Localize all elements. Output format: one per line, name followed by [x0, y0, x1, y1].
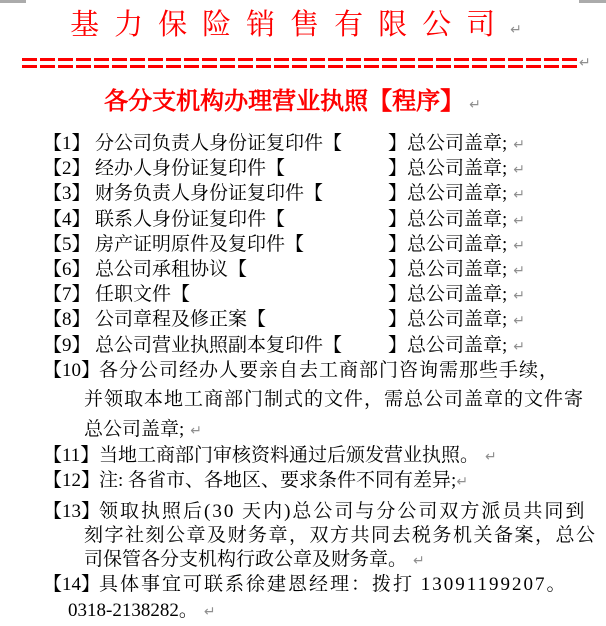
company-name-title: [0, 7, 592, 48]
item-text: 房产证明原件及复印件【: [95, 234, 305, 255]
item-stamp-note: 】总公司盖章;: [387, 133, 508, 154]
item-text: 并领取本地工商部门制式的文件，需总公司盖章的文件寄: [84, 389, 585, 410]
item-text: 任职文件【: [95, 284, 191, 305]
item-number: 【6】: [43, 259, 91, 280]
item-number: 【9】: [43, 335, 91, 356]
item-number: 【12】: [43, 470, 101, 491]
item-number: 【7】: [43, 284, 91, 305]
line-break-mark: ↵: [190, 423, 203, 439]
line-break-mark: ↵: [469, 97, 481, 113]
item-number: 【14】: [43, 574, 101, 595]
item-stamp-note: 】总公司盖章;: [387, 259, 508, 280]
line-break-mark: ↵: [579, 55, 591, 71]
company-name-text: 基力保险销售有限公司: [70, 9, 511, 41]
line-break-mark: ↵: [513, 288, 525, 304]
item-stamp-note: 】总公司盖章;: [387, 183, 508, 204]
line-break-mark: ↵: [513, 137, 525, 153]
line-break-mark: ↵: [485, 449, 497, 465]
item-13-line-3: [84, 547, 425, 572]
item-stamp-note: 】总公司盖章;: [387, 335, 508, 356]
line-break-mark: ↵: [513, 263, 525, 279]
item-3: [43, 181, 525, 206]
item-8: [43, 307, 525, 332]
item-6: [43, 257, 525, 282]
procedure-heading-text: 各分支机构办理营业执照【程序】: [104, 89, 465, 115]
item-stamp-note: 】总公司盖章;: [387, 234, 508, 255]
item-13-line-2: [84, 523, 597, 548]
item-contact-text: 具体事宜可联系徐建恩经理：拨打 13091199207。: [99, 574, 568, 595]
item-stamp-note: 】总公司盖章;: [387, 158, 508, 179]
item-text: 总公司盖章;: [84, 419, 185, 440]
item-stamp-note: 】总公司盖章;: [387, 284, 508, 305]
item-number: 【2】: [43, 158, 91, 179]
item-10: [43, 358, 559, 383]
item-14-line-2: [68, 598, 216, 623]
item-4: [43, 207, 525, 232]
line-break-mark: ↵: [510, 22, 522, 38]
item-number: 【11】: [43, 445, 100, 466]
item-number: 【13】: [43, 501, 101, 522]
line-break-mark: ↵: [513, 162, 525, 178]
item-5: [43, 232, 525, 257]
item-12: [43, 468, 468, 493]
item-text: 总公司营业执照副本复印件【: [95, 335, 343, 356]
item-text: 经办人身份证复印件【: [95, 158, 286, 179]
item-1: [43, 131, 525, 156]
item-number: 【10】: [43, 360, 101, 381]
separator-bar-bottom: [22, 65, 578, 68]
page-top-left-mark: [0, 0, 26, 3]
item-text: 领取执照后(30 天内)总公司与分公司双方派员共同到: [99, 501, 587, 522]
item-number: 【1】: [43, 133, 91, 154]
line-break-mark: ↵: [513, 187, 525, 203]
item-11: [43, 443, 497, 468]
item-10-line-3: [84, 417, 202, 442]
item-text: 各分公司经办人要亲自去工商部门咨询需那些手续，: [99, 360, 560, 381]
item-number: 【3】: [43, 183, 91, 204]
line-break-mark: ↵: [413, 553, 425, 569]
item-14: [43, 572, 568, 597]
item-number: 【4】: [43, 209, 91, 230]
procedure-list: [43, 131, 597, 626]
procedure-heading: [0, 87, 585, 120]
item-number: 【8】: [43, 309, 91, 330]
item-text: 联系人身份证复印件【: [95, 209, 286, 230]
line-break-mark: ↵: [513, 213, 525, 229]
page-top-right-mark: [579, 0, 606, 3]
item-text: 刻字社刻公章及财务章，双方共同去税务机关备案，总公: [84, 525, 597, 546]
item-text: 公司章程及修正案【: [95, 309, 267, 330]
line-break-mark: ↵: [456, 474, 469, 490]
item-text: 分公司负责人身份证复印件【: [95, 133, 343, 154]
item-text: 当地工商部门审核资料通过后颁发营业执照。: [99, 445, 480, 466]
item-13: [43, 499, 586, 524]
item-2: [43, 156, 525, 181]
item-number: 【5】: [43, 234, 91, 255]
item-9: [43, 333, 525, 358]
item-stamp-note: 】总公司盖章;: [387, 309, 508, 330]
line-break-mark: ↵: [513, 238, 525, 254]
item-text: 注: 各省市、各地区、要求条件不同有差异;: [99, 470, 457, 491]
separator-bar-top: [22, 58, 578, 61]
item-10-line-2: [84, 387, 584, 412]
item-7: [43, 282, 525, 307]
item-phone-text: 0318-2138282。: [68, 600, 198, 621]
item-stamp-note: 】总公司盖章;: [387, 209, 508, 230]
line-break-mark: ↵: [513, 313, 525, 329]
line-break-mark: ↵: [203, 604, 216, 620]
item-text: 财务负责人身份证复印件【: [95, 183, 324, 204]
line-break-mark: ↵: [513, 339, 525, 355]
double-line-separator: [22, 58, 578, 71]
item-text: 总公司承租协议【: [95, 259, 248, 280]
item-text: 司保管各分支机构行政公章及财务章。: [84, 549, 408, 570]
